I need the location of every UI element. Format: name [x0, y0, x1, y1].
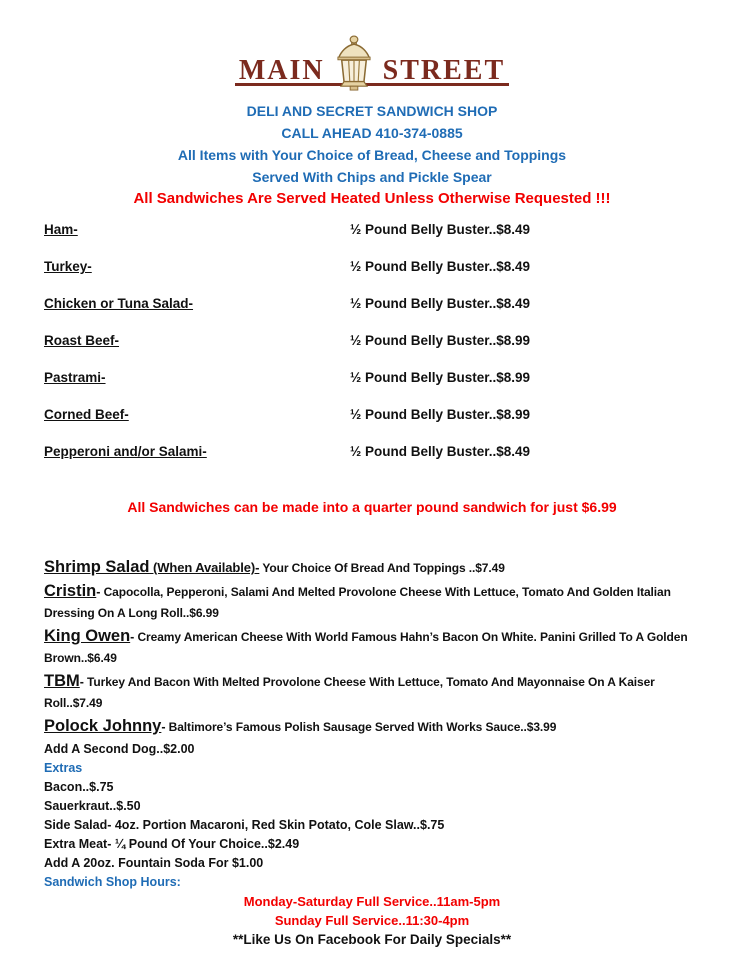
- logo-word-main: MAIN: [238, 55, 325, 86]
- call-ahead-phone: CALL AHEAD 410-374-0885: [281, 125, 463, 141]
- special-qualifier: (When Available)-: [149, 560, 260, 575]
- menu-row-pastrami: [44, 370, 700, 407]
- extra-fountain-soda: Add A 20oz. Fountain Soda For $1.00: [44, 856, 264, 870]
- item-name: Pastrami-: [44, 370, 106, 385]
- header: [44, 100, 700, 210]
- special-qualifier: -: [130, 630, 135, 644]
- item-price: ½ Pound Belly Buster..$8.99: [350, 333, 531, 348]
- menu-row-turkey: [44, 259, 700, 296]
- heated-warning: All Sandwiches Are Served Heated Unless Otherwise Requested !!!: [133, 190, 611, 207]
- special-qualifier: -: [161, 720, 166, 734]
- menu-row-pepperoni-salami: [44, 444, 700, 481]
- special-name: Cristin: [44, 582, 97, 600]
- logo-word-street: STREET: [382, 55, 506, 86]
- item-price: ½ Pound Belly Buster..$8.49: [350, 222, 531, 237]
- addons-section: [44, 740, 700, 892]
- special-tbm: [44, 671, 700, 714]
- extra-side-salad: Side Salad- 4oz. Portion Macaroni, Red Skin Potato, Cole Slaw..$.75: [44, 818, 445, 832]
- extra-sauerkraut: Sauerkraut..$.50: [44, 799, 141, 813]
- extra-meat: Extra Meat- ¼ Pound Of Your Choice..$2.49: [44, 837, 300, 851]
- item-price: ½ Pound Belly Buster..$8.99: [350, 370, 531, 385]
- quarter-pound-note: All Sandwiches can be made into a quarter pound sandwich for just $6.99: [127, 499, 617, 515]
- item-price: ½ Pound Belly Buster..$8.49: [350, 444, 531, 459]
- item-name: Pepperoni and/or Salami-: [44, 444, 207, 459]
- special-qualifier: -: [96, 585, 101, 599]
- item-price: ½ Pound Belly Buster..$8.49: [350, 296, 531, 311]
- special-polock-johnny: [44, 716, 700, 738]
- special-name: Shrimp Salad: [44, 558, 150, 576]
- shop-subtitle: DELI AND SECRET SANDWICH SHOP: [246, 103, 498, 119]
- hours-sunday: Sunday Full Service..11:30-4pm: [274, 913, 470, 928]
- item-name: Chicken or Tuna Salad-: [44, 296, 194, 311]
- item-name: Corned Beef-: [44, 407, 129, 422]
- special-desc: Your Choice Of Bread And Toppings ..$7.49: [259, 561, 505, 575]
- facebook-note: **Like Us On Facebook For Daily Specials**: [232, 932, 512, 947]
- specials-section: [44, 557, 700, 738]
- special-desc: Baltimore’s Famous Polish Sausage Served With Works Sauce..$3.99: [165, 720, 557, 734]
- hours-mon-sat: Monday-Saturday Full Service..11am-5pm: [243, 894, 501, 909]
- served-with-note: Served With Chips and Pickle Spear: [252, 169, 492, 185]
- special-shrimp-salad: [44, 557, 700, 579]
- menu-row-corned-beef: [44, 407, 700, 444]
- special-desc: Turkey And Bacon With Melted Provolone Cheese With Lettuce, Tomato And Mayonnaise On A Kaiser Roll..$7.49: [44, 675, 655, 710]
- special-cristin: [44, 581, 700, 624]
- footer: [44, 892, 700, 949]
- item-name: Ham-: [44, 222, 78, 237]
- item-name: Roast Beef-: [44, 333, 120, 348]
- second-dog-line: Add A Second Dog..$2.00: [44, 742, 195, 756]
- menu-row-roast-beef: [44, 333, 700, 370]
- special-name: King Owen: [44, 627, 131, 645]
- special-qualifier: -: [79, 675, 84, 689]
- extras-label: Extras: [44, 761, 83, 775]
- half-pound-menu: [44, 222, 700, 481]
- item-name: Turkey-: [44, 259, 92, 274]
- hours-label: Sandwich Shop Hours:: [44, 875, 181, 889]
- menu-row-ham: [44, 222, 700, 259]
- lantern-icon: [331, 35, 377, 98]
- menu-row-chicken-tuna-salad: [44, 296, 700, 333]
- main-street-logo: [44, 34, 700, 94]
- extra-bacon: Bacon..$.75: [44, 780, 114, 794]
- special-name: Polock Johnny: [44, 717, 162, 735]
- special-king-owen: [44, 626, 700, 669]
- special-name: TBM: [44, 672, 80, 690]
- special-desc: Capocolla, Pepperoni, Salami And Melted Provolone Cheese With Lettuce, Tomato And Golden Italian Dressing On A Long Roll..$6.99: [44, 585, 671, 620]
- special-desc: Creamy American Cheese With World Famous Hahn’s Bacon On White. Panini Grilled To A Golden Brown..$6.49: [44, 630, 688, 665]
- item-price: ½ Pound Belly Buster..$8.49: [350, 259, 531, 274]
- choice-note: All Items with Your Choice of Bread, Cheese and Toppings: [177, 147, 567, 163]
- item-price: ½ Pound Belly Buster..$8.99: [350, 407, 531, 422]
